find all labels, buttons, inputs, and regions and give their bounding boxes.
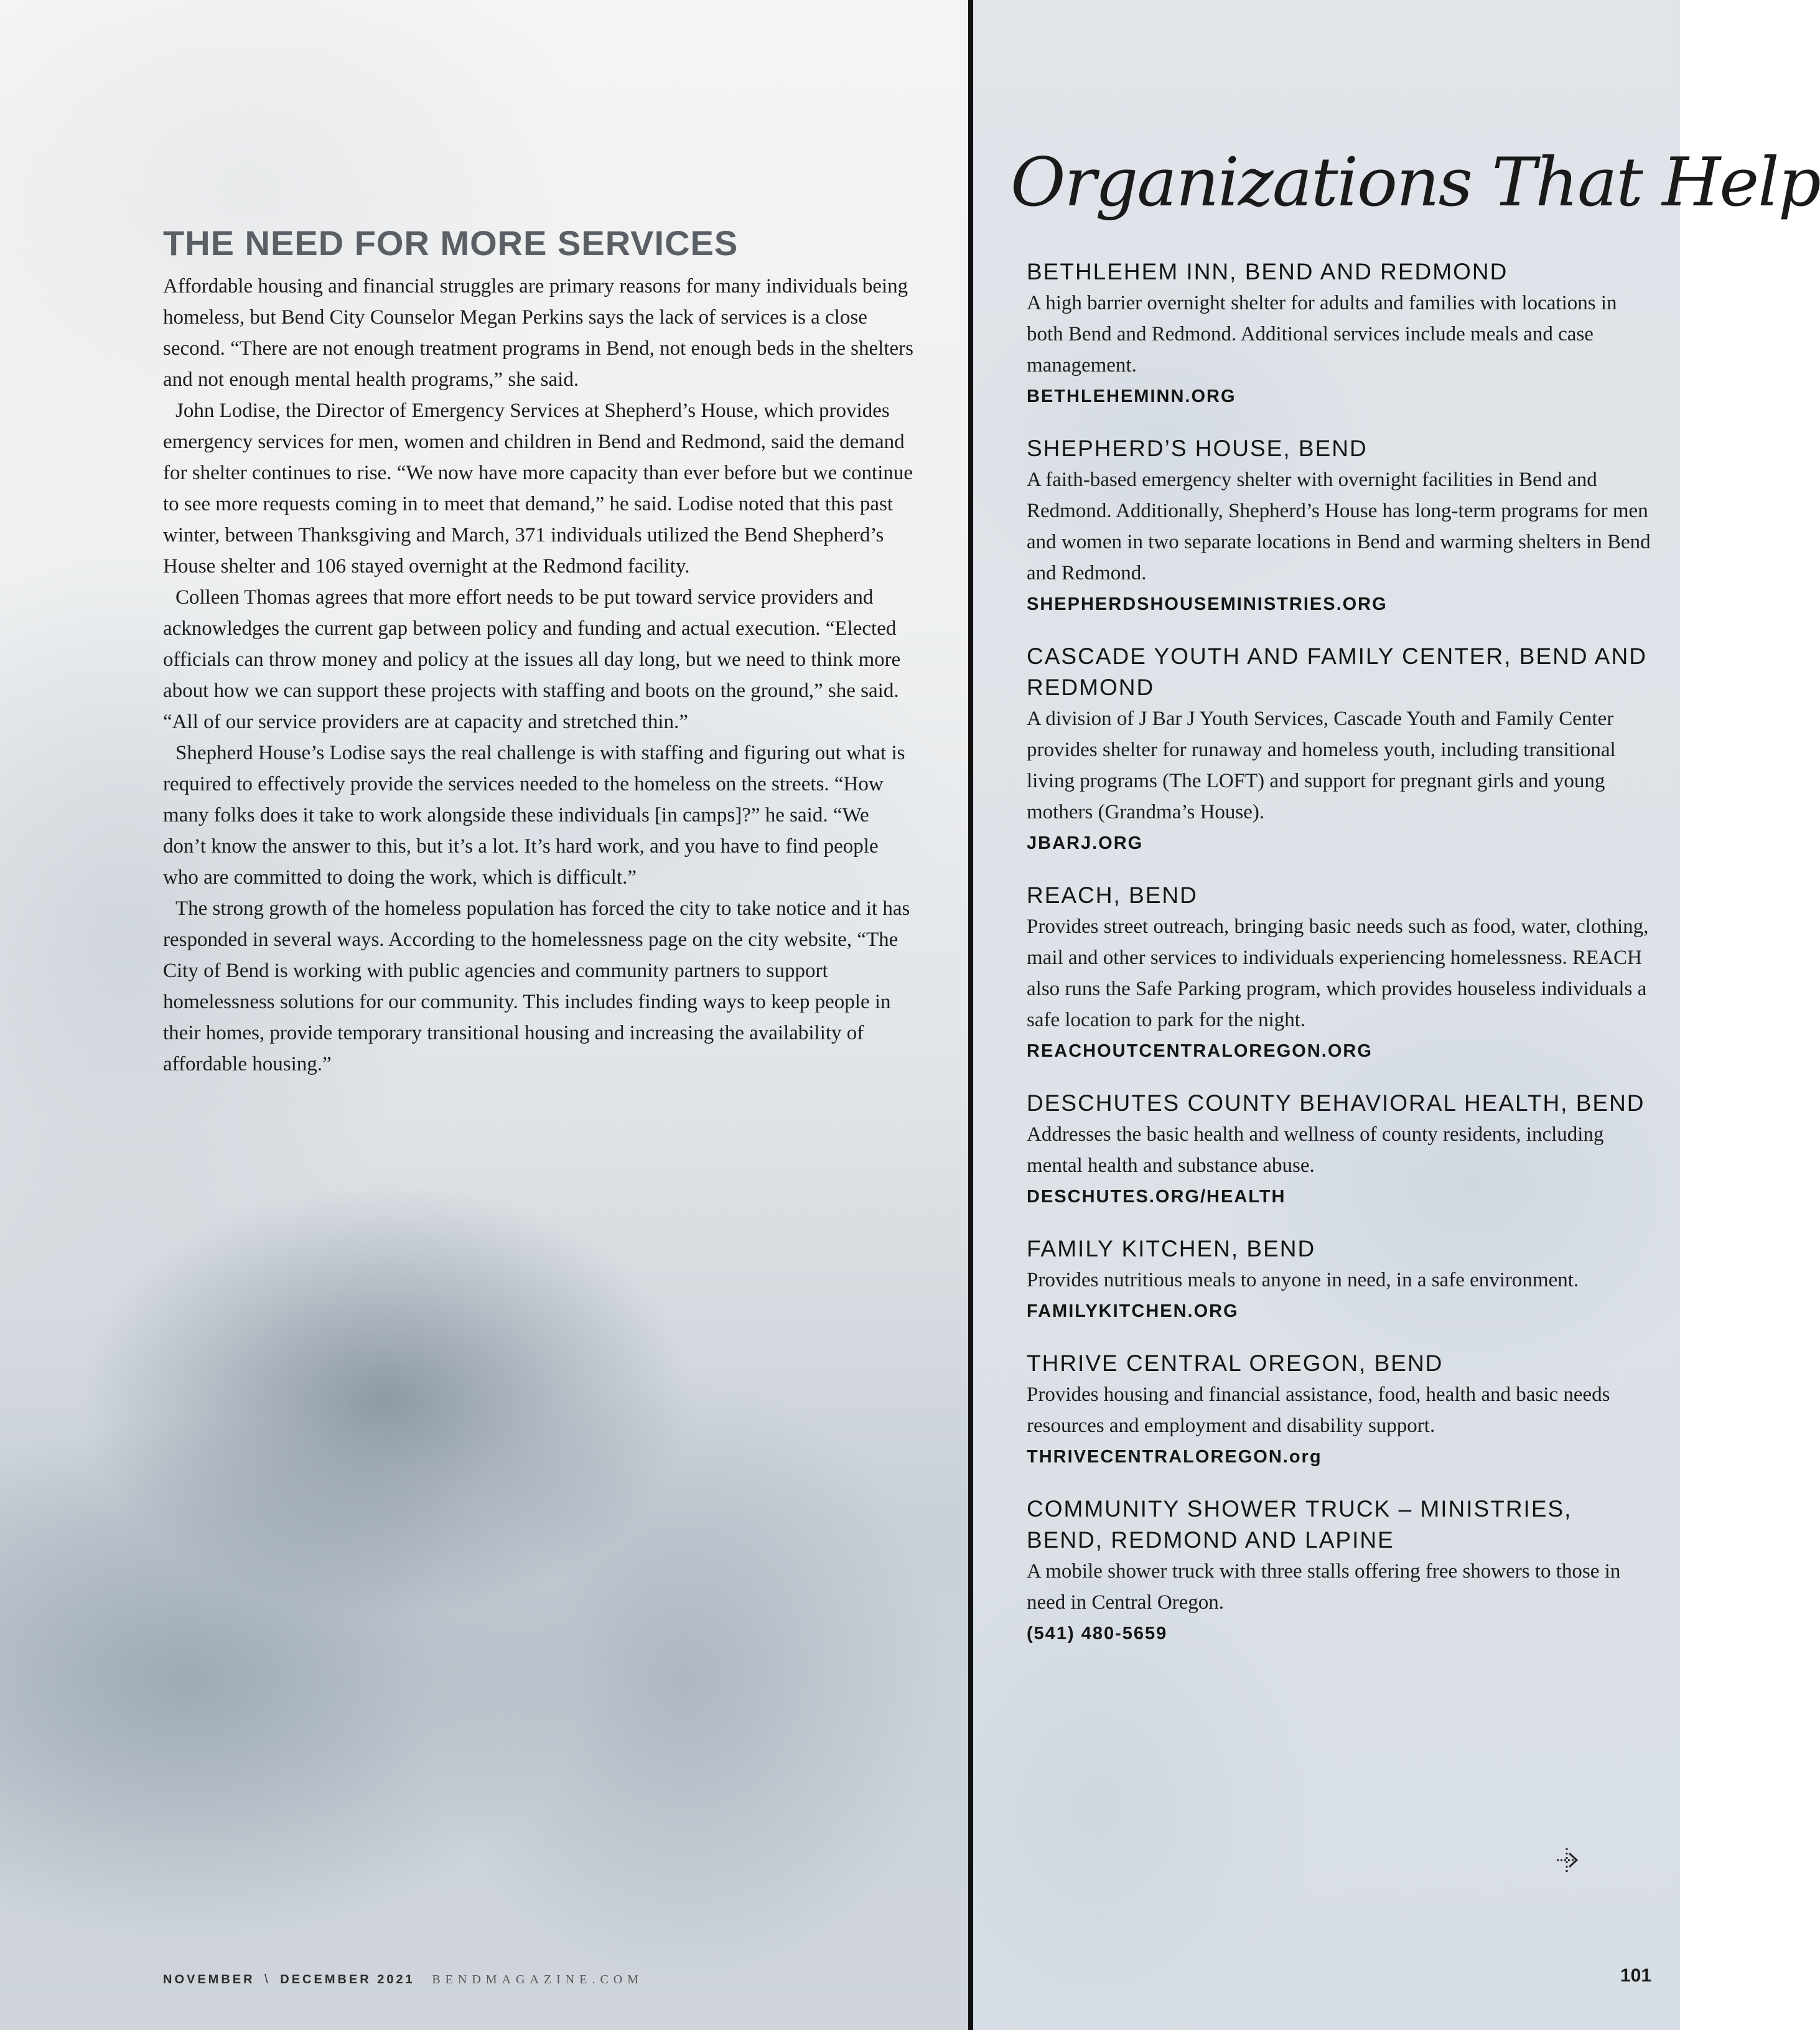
folio-issue: NOVEMBER xyxy=(163,1973,255,1986)
organization-name: THRIVE CENTRAL OREGON, BEND xyxy=(1027,1350,1444,1376)
article-paragraph: Shepherd House’s Lodise says the real challenge is with staffing and figuring out what is required to effectively provide the services needed to the homeless on the streets. “How many folks does it take to work alongside these individuals [in camps]?” he said. “We don’t know the answer to this, but it’s a lot. It’s hard work, and you have to find people who are committed to doing the work, which is difficult.” xyxy=(163,741,905,889)
organization-description: Provides street outreach, bringing basic needs such as food, water, clothing, mail and other services to individuals experiencing homelessness. REACH also runs the Safe Parking program, which provides houseless individuals a safe location to park for the night. xyxy=(1027,915,1649,1031)
article-paragraph: Colleen Thomas agrees that more effort needs to be put toward service providers and acknowledges the current gap between policy and funding and actual execution. “Elected officials can throw money and policy at the issues all day long, but we need to think more about how we can support these projects with staffing and boots on the ground,” she said. “All of our service providers are at capacity and stretched thin.” xyxy=(163,586,901,733)
folio-issue-2: DECEMBER 2021 xyxy=(280,1973,415,1986)
organization-name: SHEPHERD’S HOUSE, BEND xyxy=(1027,436,1368,461)
article-paragraph: The strong growth of the homeless population has forced the city to take notice and it has responded in several ways. According to the homelessness page on the city website, “The City of Bend is working with public agencies and community partners to support homelessness solutions for our community. This includes finding ways to keep people in their homes, provide temporary transitional housing and increasing the availability of affordable housing.” xyxy=(163,897,910,1075)
end-of-story-icon xyxy=(1554,1846,1583,1874)
organization-name: COMMUNITY SHOWER TRUCK – MINISTRIES, BEND, REDMOND AND LAPINE xyxy=(1027,1496,1572,1553)
article xyxy=(163,225,915,1080)
page-number: 101 xyxy=(1620,1965,1652,1986)
organization-item xyxy=(1027,1233,1655,1327)
organization-name: CASCADE YOUTH AND FAMILY CENTER, BEND AND REDMOND xyxy=(1027,643,1647,700)
organization-item xyxy=(1027,1088,1655,1212)
sidebar-title: Organizations That Help xyxy=(1010,144,1820,222)
organization-item xyxy=(1027,433,1655,620)
organization-url[interactable]: SHEPHERDSHOUSEMINISTRIES.ORG xyxy=(1027,594,1388,614)
organization-url[interactable]: REACHOUTCENTRALOREGON.ORG xyxy=(1027,1041,1373,1061)
organization-url[interactable]: BETHLEHEMINN.ORG xyxy=(1027,386,1236,406)
organization-name: DESCHUTES COUNTY BEHAVIORAL HEALTH, BEND xyxy=(1027,1090,1645,1116)
article-paragraph: John Lodise, the Director of Emergency Services at Shepherd’s House, which provides emergency services for men, women and children in Bend and Redmond, said the demand for shelter continues to rise. “We now have more capacity than ever before but we continue to see more requests coming in to meet that demand,” he said. Lodise noted that this past winter, between Thanksgiving and March, 371 individuals utilized the Bend Shepherd’s House shelter and 106 stayed overnight at the Redmond facility. xyxy=(163,399,913,578)
folio-site: BENDMAGAZINE.COM xyxy=(432,1973,644,1986)
organization-description: Provides nutritious meals to anyone in need, in a safe environment. xyxy=(1027,1269,1579,1291)
organization-item xyxy=(1027,256,1655,412)
organization-name: BETHLEHEM INN, BEND AND REDMOND xyxy=(1027,259,1508,284)
organization-description: Provides housing and financial assistance, food, health and basic needs resources and employment and disability support. xyxy=(1027,1383,1610,1437)
right-page xyxy=(973,0,1820,2030)
organization-url[interactable]: FAMILYKITCHEN.ORG xyxy=(1027,1301,1239,1321)
organization-description: A faith-based emergency shelter with overnight facilities in Bend and Redmond. Additionally, Shepherd’s House has long-term programs for men and women in two separate locations in Bend and warming shelters in Bend and Redmond. xyxy=(1027,469,1651,584)
organization-item xyxy=(1027,1348,1655,1472)
organization-item xyxy=(1027,880,1655,1067)
folio-separator: \ xyxy=(264,1973,271,1986)
organization-description: A division of J Bar J Youth Services, Cascade Youth and Family Center provides shelter for runaway and homeless youth, including transitional living programs (The LOFT) and support for pregnant girls and young mothers (Grandma’s House). xyxy=(1027,708,1616,823)
organization-description: A high barrier overnight shelter for adults and families with locations in both Bend and Redmond. Additional services include meals and case management. xyxy=(1027,292,1617,377)
organization-description: Addresses the basic health and wellness of county residents, including mental health and substance abuse. xyxy=(1027,1123,1604,1177)
organization-list xyxy=(1027,256,1655,1670)
organization-name: REACH, BEND xyxy=(1027,882,1198,908)
organization-url[interactable]: THRIVECENTRALOREGON.org xyxy=(1027,1447,1322,1467)
organization-item xyxy=(1027,641,1655,859)
organization-item xyxy=(1027,1494,1655,1649)
folio xyxy=(163,1973,643,1987)
page-divider xyxy=(968,0,973,2030)
organization-phone[interactable]: (541) 480-5659 xyxy=(1027,1624,1168,1644)
article-paragraph: Affordable housing and financial struggles are primary reasons for many individuals being homeless, but Bend City Counselor Megan Perkins says the lack of services is a close second. “There are not enough treatment programs in Bend, not enough beds in the shelters and not enough mental health programs,” she said. xyxy=(163,274,913,391)
organization-description: A mobile shower truck with three stalls offering free showers to those in need in Central Oregon. xyxy=(1027,1560,1621,1614)
organization-name: FAMILY KITCHEN, BEND xyxy=(1027,1236,1316,1261)
organization-url[interactable]: JBARJ.ORG xyxy=(1027,833,1144,853)
article-heading: THE NEED FOR MORE SERVICES xyxy=(163,223,739,263)
organization-url[interactable]: DESCHUTES.ORG/HEALTH xyxy=(1027,1187,1286,1207)
